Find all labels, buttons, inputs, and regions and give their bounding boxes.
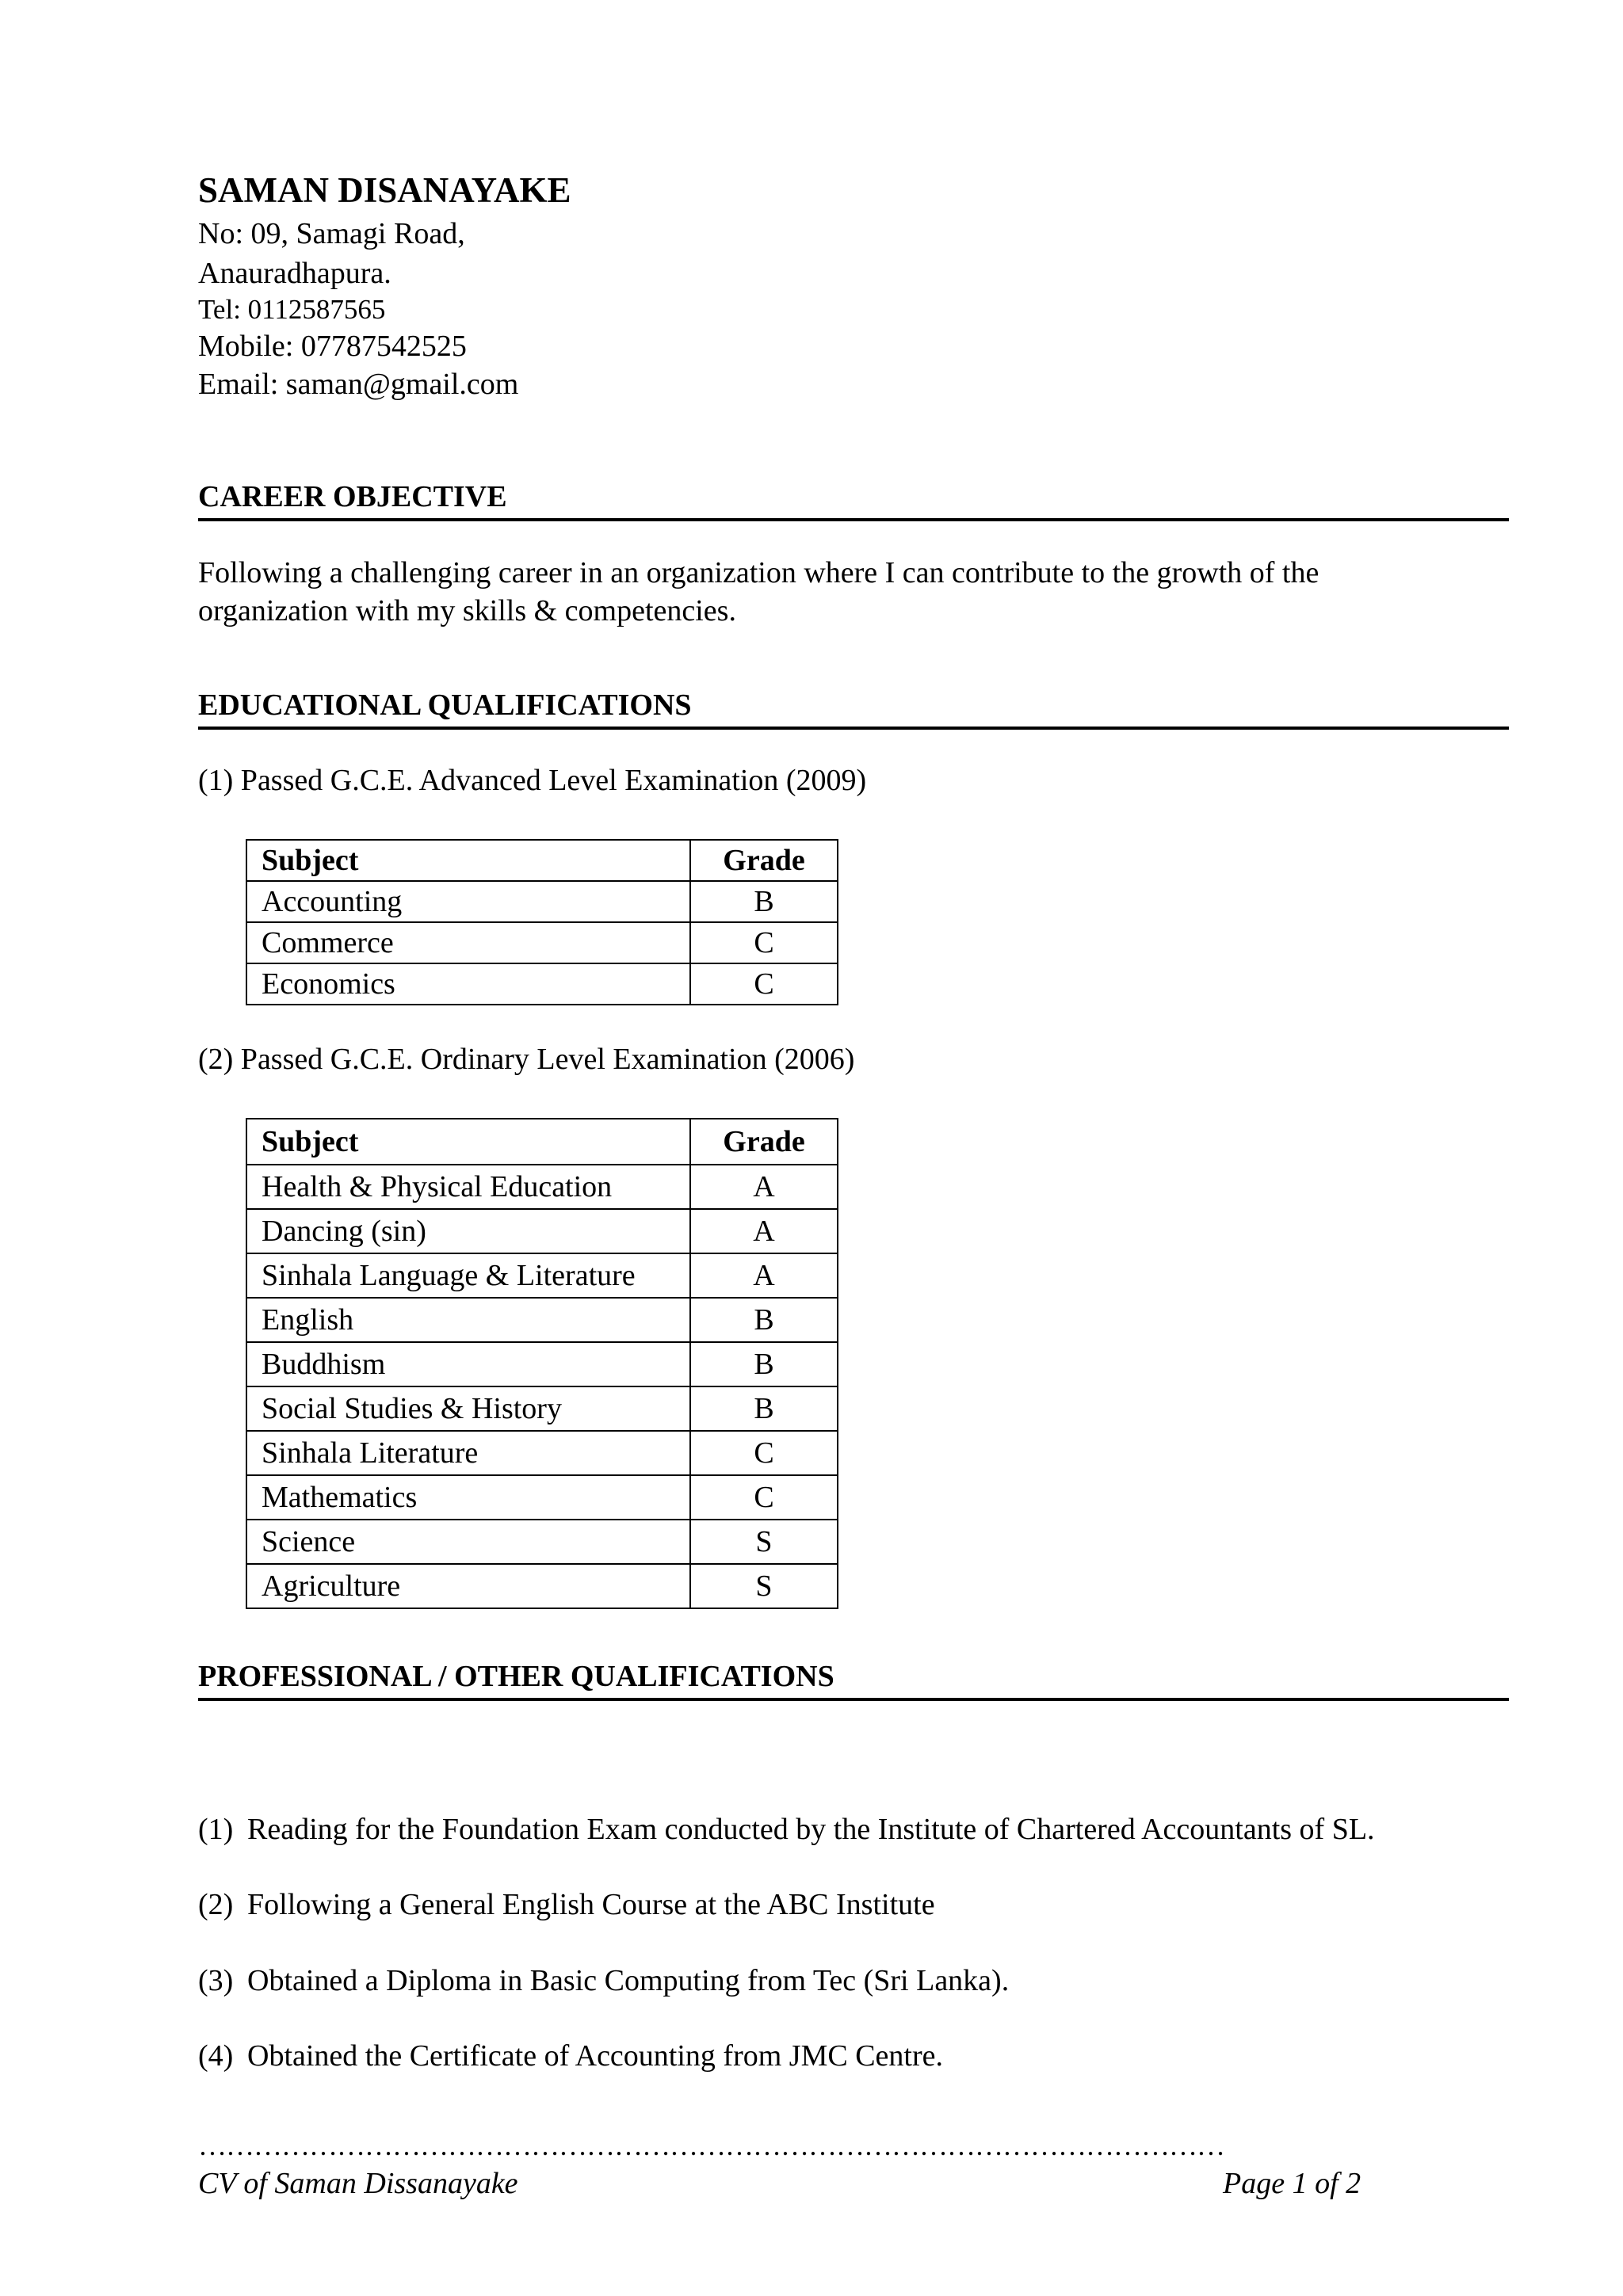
- qualification-number: (2): [198, 1888, 234, 1921]
- qualification-number: (1): [198, 1813, 234, 1846]
- mobile: Mobile: 07787542525: [198, 330, 467, 363]
- advanced-level-table: [246, 839, 838, 1005]
- grade-cell: C: [690, 963, 838, 1005]
- table-row: [246, 1475, 838, 1520]
- table-row: [246, 1298, 838, 1342]
- footer-title: CV of Saman Dissanayake: [198, 2167, 518, 2200]
- career-objective-heading: CAREER OBJECTIVE: [198, 482, 1509, 521]
- professional-qualifications-heading: PROFESSIONAL / OTHER QUALIFICATIONS: [198, 1661, 1509, 1701]
- candidate-name: SAMAN DISANAYAKE: [198, 170, 571, 210]
- subject-column-header: Subject: [246, 1119, 690, 1165]
- table-row: [246, 922, 838, 963]
- grade-column-header: Grade: [690, 840, 838, 881]
- grade-cell: C: [690, 1475, 838, 1520]
- qualification-item: [198, 1814, 1375, 1844]
- subject-cell: Accounting: [246, 881, 690, 922]
- grade-cell: A: [690, 1209, 838, 1253]
- table-row: [246, 1342, 838, 1386]
- subject-cell: Sinhala Language & Literature: [246, 1253, 690, 1298]
- page-number: Page 1 of 2: [1223, 2167, 1361, 2200]
- subject-cell: Science: [246, 1520, 690, 1564]
- qualification-text: Obtained a Diploma in Basic Computing from Tec (Sri Lanka).: [247, 1964, 1010, 1997]
- table-row: [246, 1165, 838, 1209]
- grade-cell: B: [690, 1298, 838, 1342]
- subject-cell: Dancing (sin): [246, 1209, 690, 1253]
- grade-cell: A: [690, 1165, 838, 1209]
- grade-cell: B: [690, 1386, 838, 1431]
- table-row: [246, 1253, 838, 1298]
- table-row: [246, 1209, 838, 1253]
- table-row: [246, 881, 838, 922]
- telephone: Tel: 0112587565: [198, 294, 386, 325]
- career-objective-line-1: Following a challenging career in an organization where I can contribute to the growth of the: [198, 556, 1319, 589]
- educational-qualifications-heading: EDUCATIONAL QUALIFICATIONS: [198, 690, 1509, 730]
- subject-cell: Agriculture: [246, 1564, 690, 1608]
- table-header-row: [246, 1119, 838, 1165]
- qualification-text: Reading for the Foundation Exam conducted by the Institute of Chartered Accountants of SL.: [247, 1813, 1375, 1846]
- ordinary-level-table: [246, 1118, 838, 1609]
- qualification-number: (4): [198, 2039, 234, 2073]
- grade-cell: C: [690, 922, 838, 963]
- email: Email: saman@gmail.com: [198, 368, 519, 401]
- grade-cell: S: [690, 1520, 838, 1564]
- grade-cell: A: [690, 1253, 838, 1298]
- subject-cell: Commerce: [246, 922, 690, 963]
- grade-cell: S: [690, 1564, 838, 1608]
- subject-column-header: Subject: [246, 840, 690, 881]
- table-header-row: [246, 840, 838, 881]
- qualification-text: Following a General English Course at the ABC Institute: [247, 1888, 935, 1921]
- address-line-1: No: 09, Samagi Road,: [198, 217, 465, 250]
- subject-cell: Sinhala Literature: [246, 1431, 690, 1475]
- subject-cell: Economics: [246, 963, 690, 1005]
- address-line-2: Anauradhapura.: [198, 257, 391, 290]
- qualification-item: [198, 1890, 935, 1920]
- table-row: [246, 1386, 838, 1431]
- qualification-text: Obtained the Certificate of Accounting from JMC Centre.: [247, 2039, 943, 2073]
- grade-column-header: Grade: [690, 1119, 838, 1165]
- subject-cell: Health & Physical Education: [246, 1165, 690, 1209]
- table-row: [246, 1564, 838, 1608]
- grade-cell: B: [690, 881, 838, 922]
- table-row: [246, 1431, 838, 1475]
- footer-dotted-rule: …………………………………………………………………………………………………: [198, 2131, 1224, 2160]
- qualification-item: [198, 2041, 943, 2071]
- subject-cell: Social Studies & History: [246, 1386, 690, 1431]
- grade-cell: B: [690, 1342, 838, 1386]
- career-objective-line-2: organization with my skills & competencies.: [198, 594, 736, 627]
- advanced-level-title: (1) Passed G.C.E. Advanced Level Examination (2009): [198, 764, 867, 797]
- table-row: [246, 1520, 838, 1564]
- table-row: [246, 963, 838, 1005]
- subject-cell: Mathematics: [246, 1475, 690, 1520]
- qualification-number: (3): [198, 1964, 234, 1997]
- grade-cell: C: [690, 1431, 838, 1475]
- ordinary-level-title: (2) Passed G.C.E. Ordinary Level Examination (2006): [198, 1043, 855, 1076]
- subject-cell: Buddhism: [246, 1342, 690, 1386]
- subject-cell: English: [246, 1298, 690, 1342]
- qualification-item: [198, 1966, 1009, 1996]
